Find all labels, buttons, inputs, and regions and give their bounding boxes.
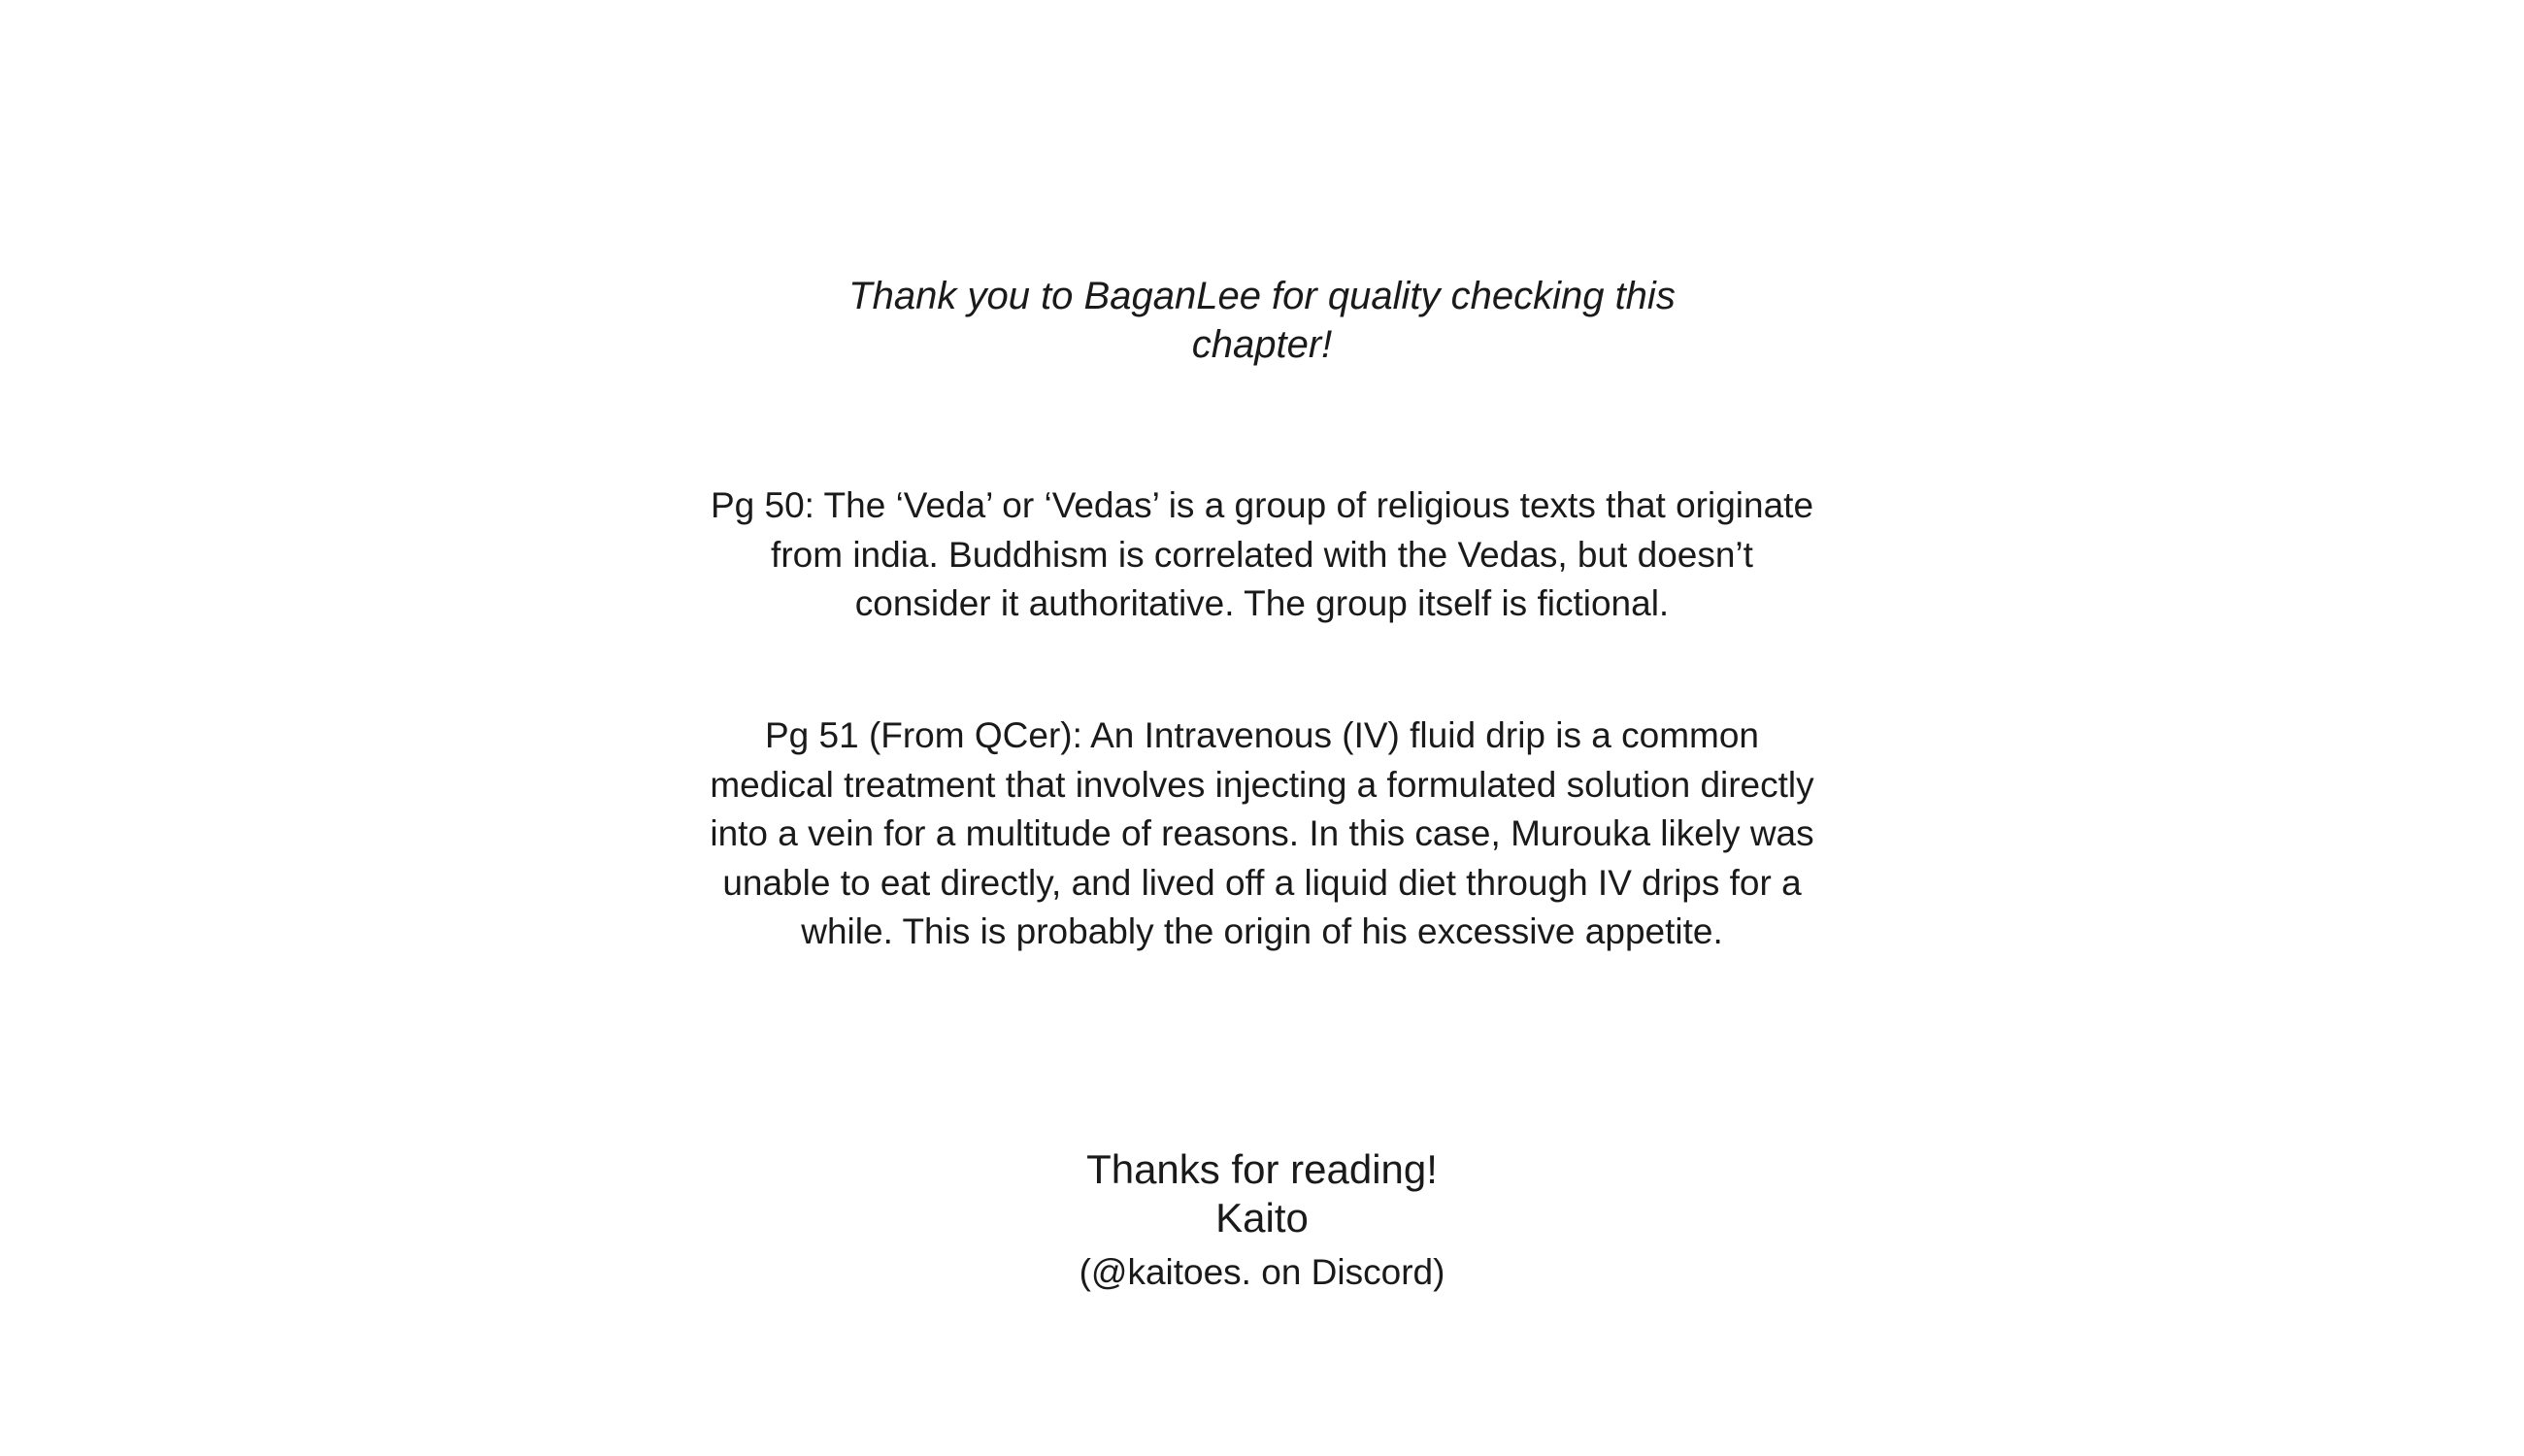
qc-credit — [0, 272, 2524, 369]
qc-credit-text: Thank you to BaganLee for quality checking this chapter! — [848, 275, 1676, 366]
author-name: Kaito — [1215, 1195, 1309, 1241]
author-contact: (@kaitoes. on Discord) — [1079, 1252, 1445, 1292]
translation-note-pg51 — [0, 711, 2524, 957]
signoff — [0, 1145, 2524, 1297]
thanks-text: Thanks for reading! — [1086, 1146, 1438, 1192]
note-text: Pg 51 (From QCer): An Intravenous (IV) fluid drip is a common medical treatment that involves injecting a formulated solution directly into a vein for a multitude of reasons. In this case, Murouka likely was unable to eat directly, and lived off a liquid diet through IV drips for a while. This is probably the origin of his excessive appetite. — [710, 715, 1814, 951]
note-text: Pg 50: The ‘Veda’ or ‘Vedas’ is a group of religious texts that originate from india. Buddhism is correlated with the Vedas, but doesn’t consider it authoritative. The group itself is fictional. — [710, 485, 1814, 623]
translation-note-pg50 — [0, 481, 2524, 629]
